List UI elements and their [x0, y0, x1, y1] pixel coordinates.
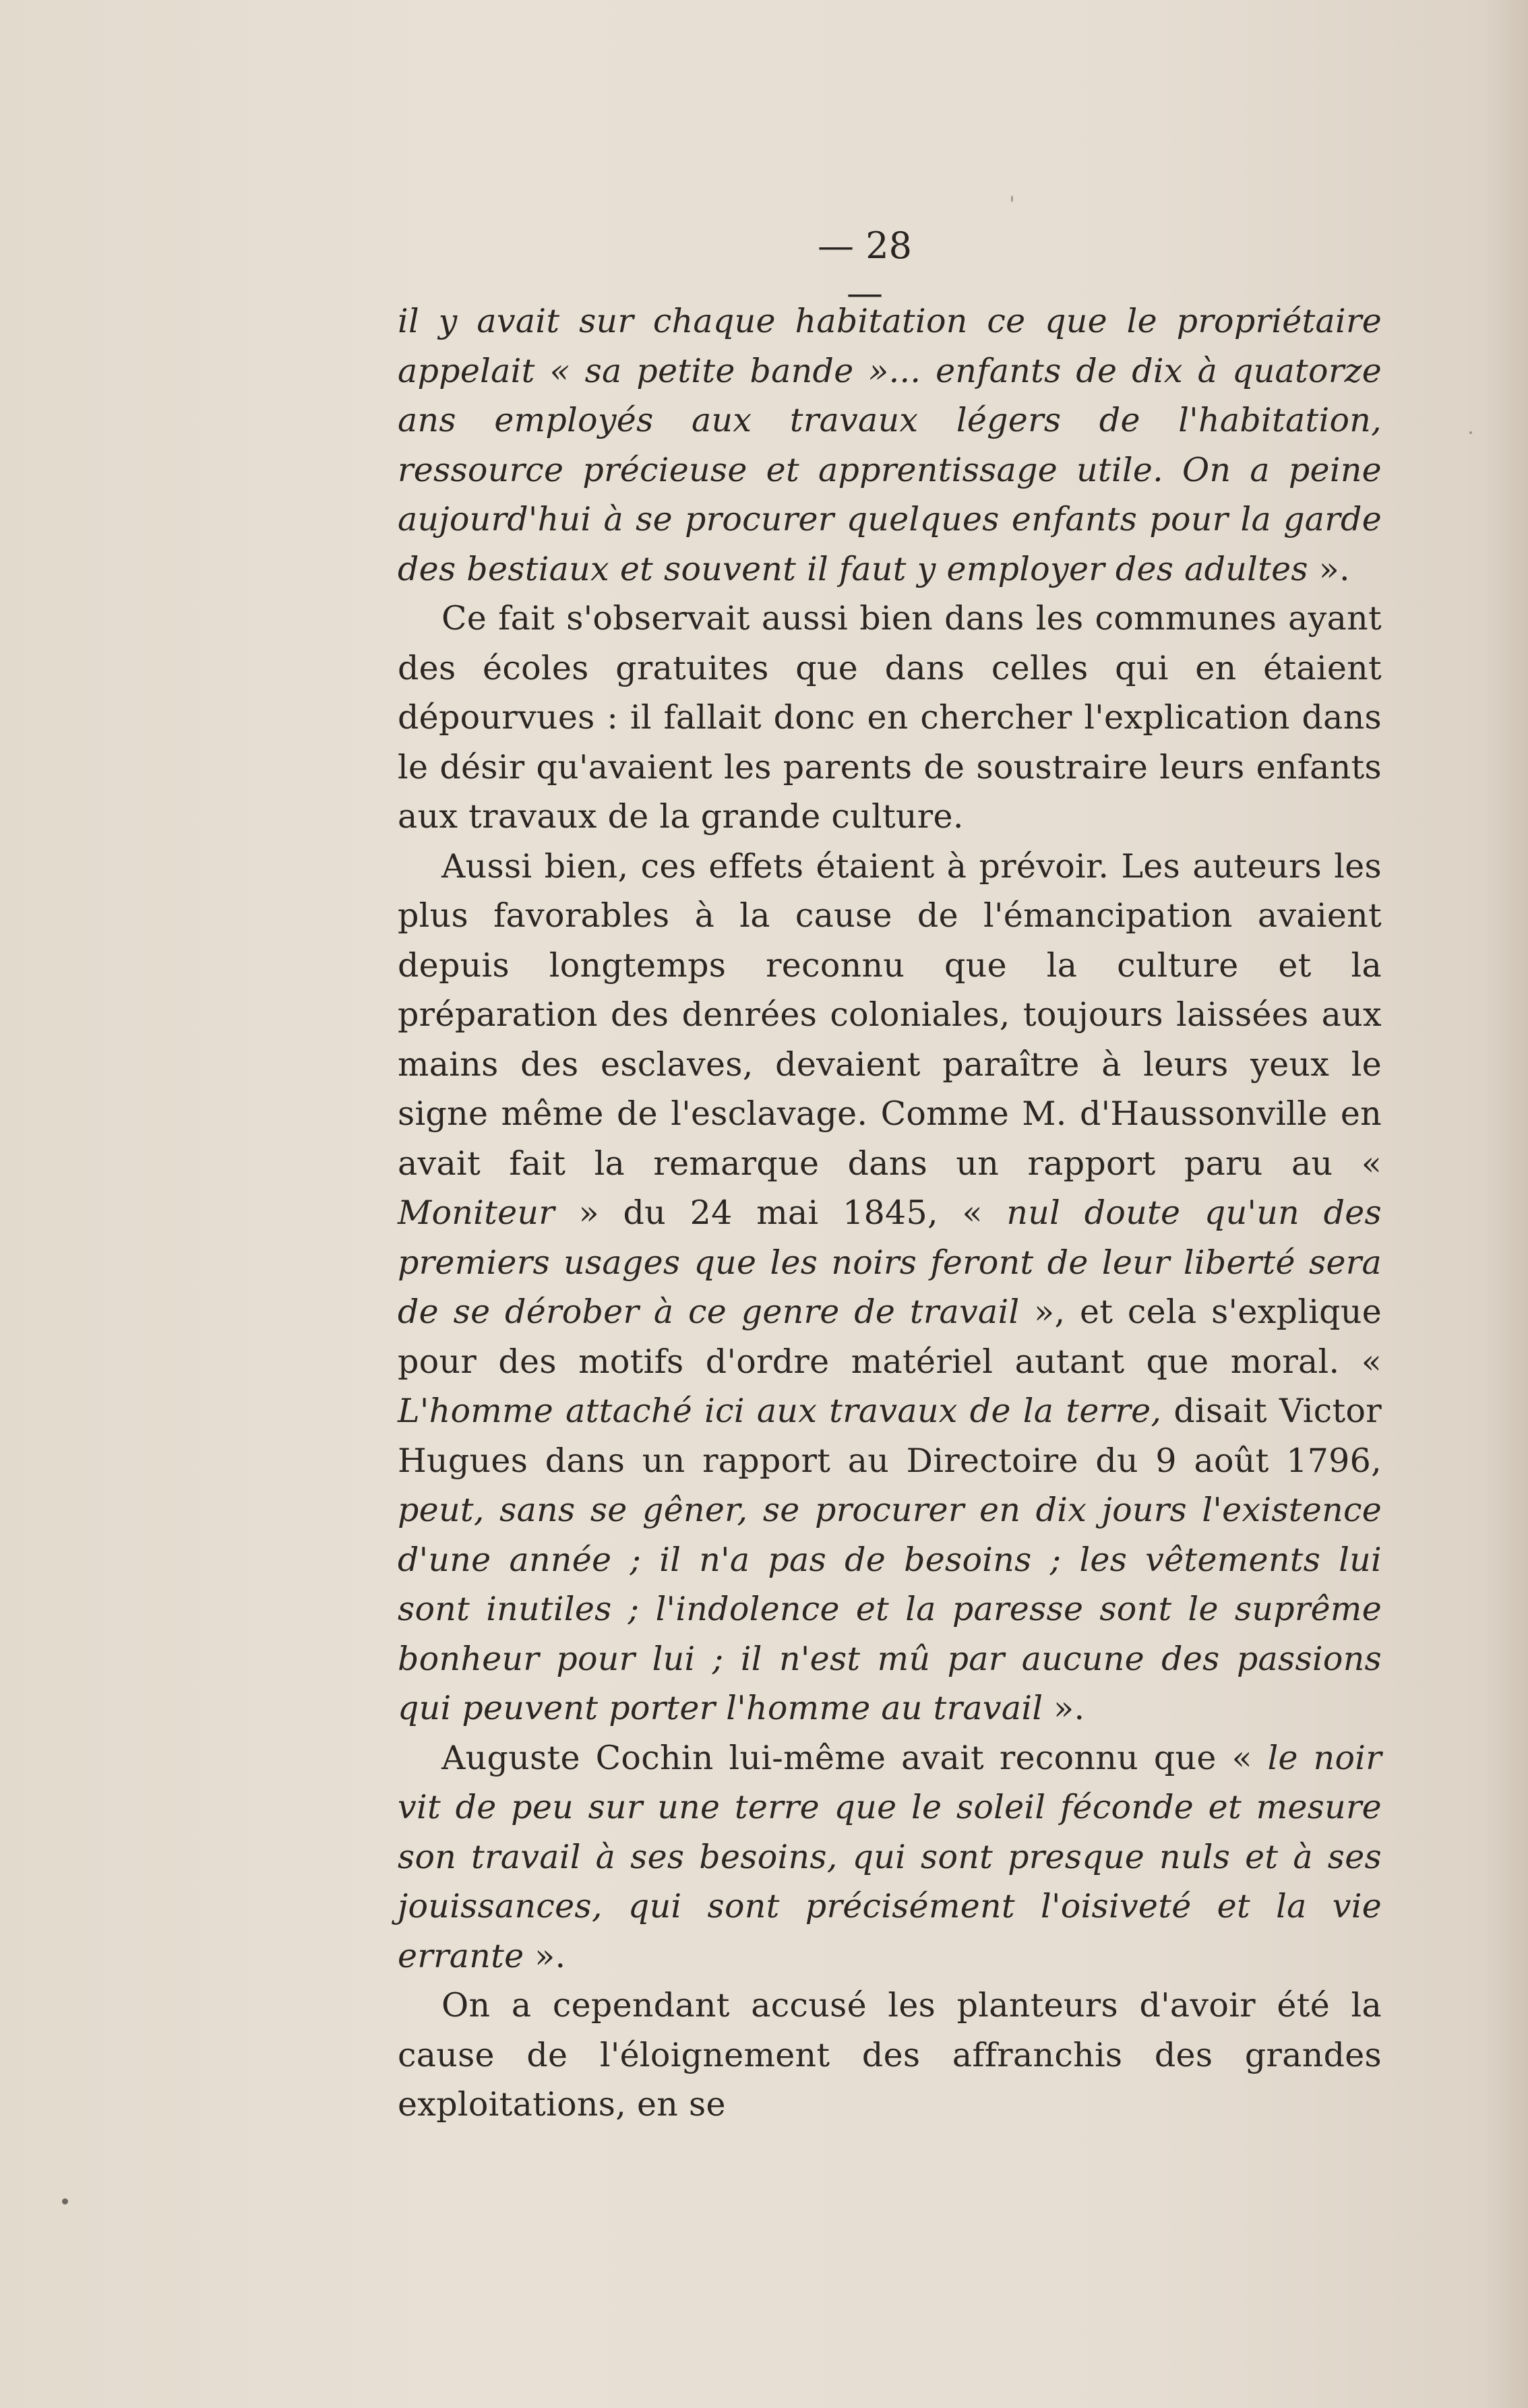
text-run: le noir vit de peu sur une terre que le soleil féconde et mesure son travail à ses besoins, qui sont presque nuls et à ses jouissances, qui sont précisément l'oisiveté et la vie errante: [398, 1738, 1382, 1975]
text-run: nul doute qu'un des premiers usages que les noirs feront de leur liberté sera de se dérober à ce genre de travail: [398, 1194, 1382, 1331]
paper-speck: [1469, 431, 1472, 434]
paragraph-4: [398, 1733, 1382, 1981]
paragraph-2: [398, 594, 1382, 842]
text-run: Aussi bien, ces effets étaient à prévoir. Les auteurs les plus favorables à la cause de l'émancipation avaient depuis longtemps reconnu que la culture et la préparation des denrées coloniales, toujours laissées aux mains des esclaves, devaient paraître à leurs yeux le signe même de l'esclavage. Comme M. d'Haussonville en avait fait la remarque dans un rapport paru au «: [398, 846, 1382, 1183]
text-run: disait Victor Hugues dans un rapport au Directoire du 9 août 1796,: [398, 1392, 1382, 1480]
text-run: Moniteur: [398, 1194, 555, 1232]
body-text: [398, 297, 1382, 2130]
text-run: », et cela s'explique pour des motifs d'ordre matériel autant que moral. «: [398, 1293, 1382, 1381]
text-run: ».: [524, 1936, 566, 1975]
paragraph-1: [398, 297, 1382, 594]
text-run: On a cependant accusé les planteurs d'avoir été la cause de l'éloignement des affranchis des grandes exploitations, en se: [398, 1986, 1382, 2124]
text-run: L'homme attaché ici aux travaux de la terre,: [398, 1392, 1162, 1430]
text-run: ».: [1308, 549, 1350, 588]
paper-speck: [1011, 195, 1013, 202]
paper-speck: [62, 2198, 68, 2204]
text-run: » du 24 mai 1845, «: [554, 1194, 1007, 1232]
text-run: il y avait sur chaque habitation ce que le propriétaire appelait « sa petite bande »... enfants de dix à quatorze ans employés aux travaux légers de l'habitation, ressource précieuse et apprentissage utile. On a peine aujourd'hui à se procurer quelques enfants pour la garde des bestiaux et souvent il faut y employer des adultes: [398, 302, 1382, 588]
text-run: ».: [1043, 1689, 1085, 1727]
page-number: — 28 —: [818, 224, 912, 314]
text-run: Auguste Cochin lui-même avait reconnu que «: [441, 1738, 1268, 1777]
text-run: peut, sans se gêner, se procurer en dix jours l'existence d'une année ; il n'a pas de besoins ; les vêtements lui sont inutiles ; l'indolence et la paresse sont le suprême bonheur pour lui ; il n'est mû par aucune des passions qui peuvent porter l'homme au travail: [398, 1491, 1382, 1727]
paragraph-3: [398, 842, 1382, 1733]
text-run: Ce fait s'observait aussi bien dans les communes ayant des écoles gratuites que dans celles qui en étaient dépourvues : il fallait donc en chercher l'explication dans le désir qu'avaient les parents de soustraire leurs enfants aux travaux de la grande culture.: [398, 599, 1382, 836]
paragraph-5: [398, 1981, 1382, 2130]
